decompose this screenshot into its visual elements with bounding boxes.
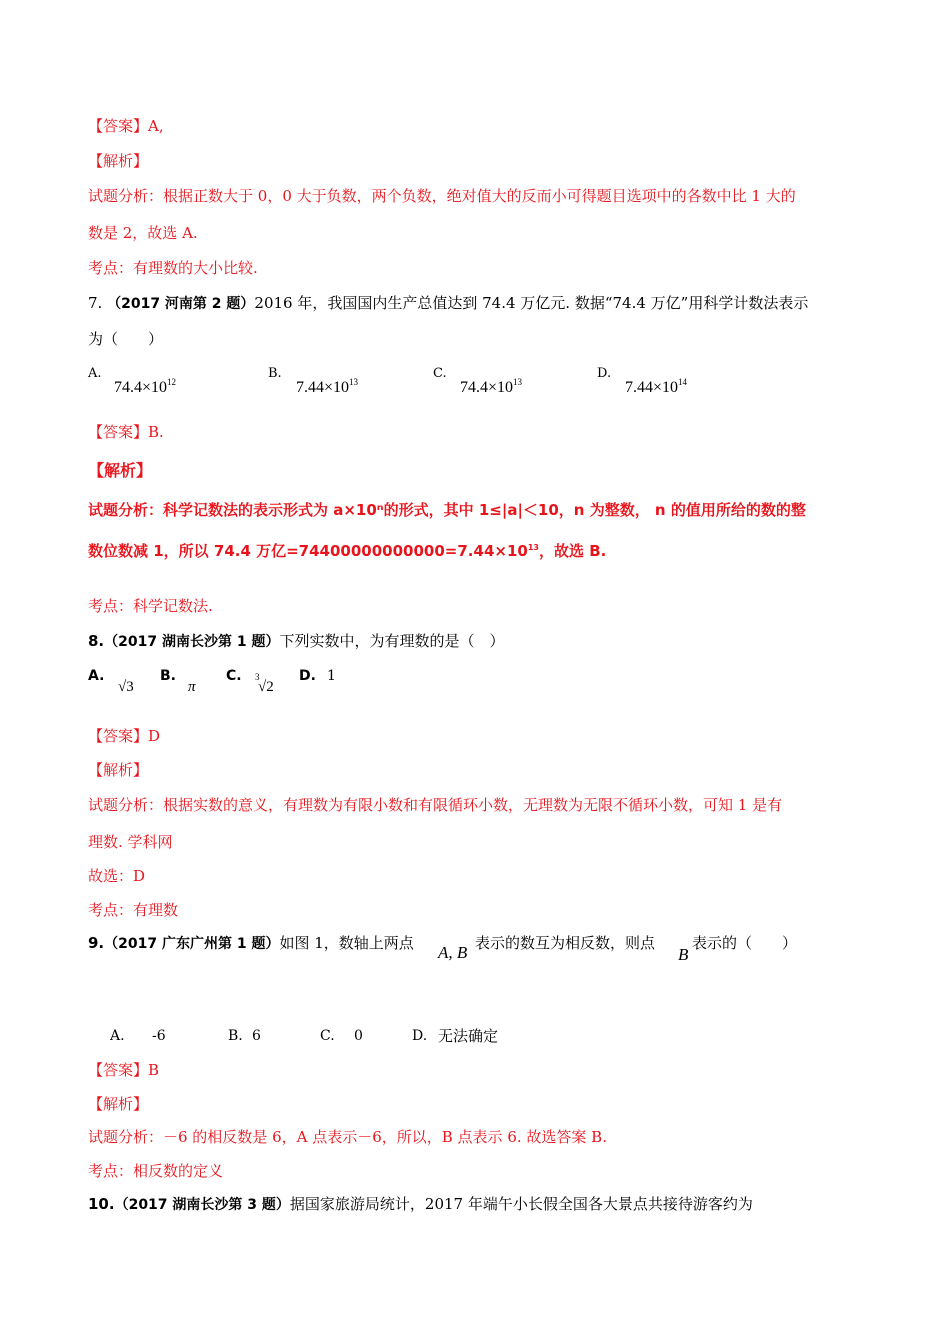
q9-option-d-label: D. (412, 1028, 428, 1044)
q7-source: （2017 河南第 2 题） (107, 296, 255, 312)
q8-answer: 【答案】D (88, 727, 161, 745)
q9-source: （2017 广东广州第 1 题） (104, 936, 280, 952)
q8-option-d-value: 1 (327, 668, 336, 684)
q7-stem-line-2: 为（ ） (88, 330, 164, 348)
q6-analysis-label: 【解析】 (88, 152, 149, 170)
q7-option-b-label: B. (268, 366, 282, 381)
q9-option-a-value: -6 (152, 1028, 166, 1044)
q8-guxuan: 故选：D (88, 867, 146, 885)
q7-option-a-value: $74.4\times 10^{12}$ (114, 377, 177, 396)
q8-stem-text: 下列实数中，为有理数的是（ ） (279, 632, 505, 650)
q10-stem-text: 据国家旅游局统计，2017 年端午小长假全国各大景点共接待游客约为 (289, 1195, 753, 1213)
q8-option-b-label: B. (160, 668, 176, 684)
q8-option-a-value: √3 (118, 679, 134, 695)
q8-source: （2017 湖南长沙第 1 题） (104, 634, 280, 650)
q9-answer: 【答案】B (88, 1061, 160, 1079)
q6-answer: 【答案】A, (88, 117, 164, 135)
q7-option-c-label: C. (433, 366, 447, 381)
q8-option-c-label: C. (226, 668, 242, 684)
q9-stem-text-1: 如图 1，数轴上两点 (279, 934, 414, 952)
q9-stem (88, 933, 414, 954)
q7-stem-text: 2016 年，我国国内生产总值达到 74.4 万亿元. 数据“74.4 万亿”用科学计数法表示 (254, 294, 809, 312)
q8-option-a-label: A. (88, 668, 105, 684)
q10-source: （2017 湖南长沙第 3 题） (114, 1197, 290, 1213)
q8-analysis-label: 【解析】 (88, 761, 149, 779)
q9-number: 9. (88, 934, 105, 952)
q9-stem-text-2: 表示的数互为相反数，则点 (475, 934, 656, 952)
q9-option-b-label: B. (228, 1028, 243, 1044)
q9-analysis-label: 【解析】 (88, 1095, 149, 1113)
q6-analysis-line-1: 试题分析：根据正数大于 0，0 大于负数，两个负数，绝对值大的反而小可得题目选项中的各数中比 1 大的 (88, 187, 796, 205)
q9-kaodian: 考点：相反数的定义 (88, 1162, 224, 1180)
q7-option-d-label: D. (597, 366, 612, 381)
q7-option-b-value: $7.44\times 10^{13}$ (296, 377, 359, 396)
q8-option-c-value: √2 (258, 679, 274, 695)
q9-point-b: B (678, 945, 689, 964)
q7-kaodian: 考点：科学记数法. (88, 597, 213, 615)
q8-stem (88, 631, 504, 652)
q8-number: 8. (88, 632, 105, 650)
q9-option-c-value: 0 (354, 1028, 363, 1044)
q7-answer: 【答案】B. (88, 423, 164, 441)
q7-option-a-label: A. (88, 366, 102, 381)
q6-kaodian: 考点：有理数的大小比较. (88, 259, 258, 277)
q10-number: 10. (88, 1195, 115, 1213)
q7-number: 7. (88, 294, 103, 312)
q7-analysis-label: 【解析】 (88, 461, 153, 480)
q7-analysis-line-1: 试题分析：科学记数法的表示形式为 a×10ⁿ的形式，其中 1≤|a|＜10，n 为整数， n 的值用所给的数的整 (88, 501, 806, 519)
q8-option-b-value: π (188, 679, 196, 695)
q9-option-b-value: 6 (252, 1028, 261, 1044)
q7-stem-line-1 (88, 293, 808, 314)
q9-option-c-label: C. (320, 1028, 335, 1044)
q8-kaodian: 考点：有理数 (88, 901, 179, 919)
q7-option-d-value: $7.44\times 10^{14}$ (625, 377, 688, 396)
q9-stem-text-3: 表示的（ ） (692, 934, 798, 952)
q7-option-c-value: $74.4\times 10^{13}$ (460, 377, 523, 396)
q8-analysis-line-1: 试题分析：根据实数的意义，有理数为有限小数和有限循环小数，无理数为无限不循环小数，可知 1 是有 (88, 796, 783, 814)
q6-analysis-line-2: 数是 2，故选 A. (88, 224, 198, 242)
q9-option-a-label: A. (110, 1028, 125, 1044)
q9-analysis-line-1: 试题分析：－6 的相反数是 6，A 点表示－6，所以，B 点表示 6. 故选答案 B. (88, 1128, 607, 1146)
q9-option-d-value: 无法确定 (438, 1027, 499, 1045)
q10-stem (88, 1194, 753, 1215)
q8-option-c-index: 3 (255, 672, 260, 682)
q7-analysis-line-2: 数位数减 1，所以 74.4 万亿$=74400000000000=7.44\times 10^{13}$，故选 B. (88, 542, 607, 560)
q9-points-ab: A, B (438, 943, 468, 962)
q8-analysis-line-2: 理数. 学科网 (88, 833, 173, 851)
q8-option-d-label: D. (299, 668, 316, 684)
